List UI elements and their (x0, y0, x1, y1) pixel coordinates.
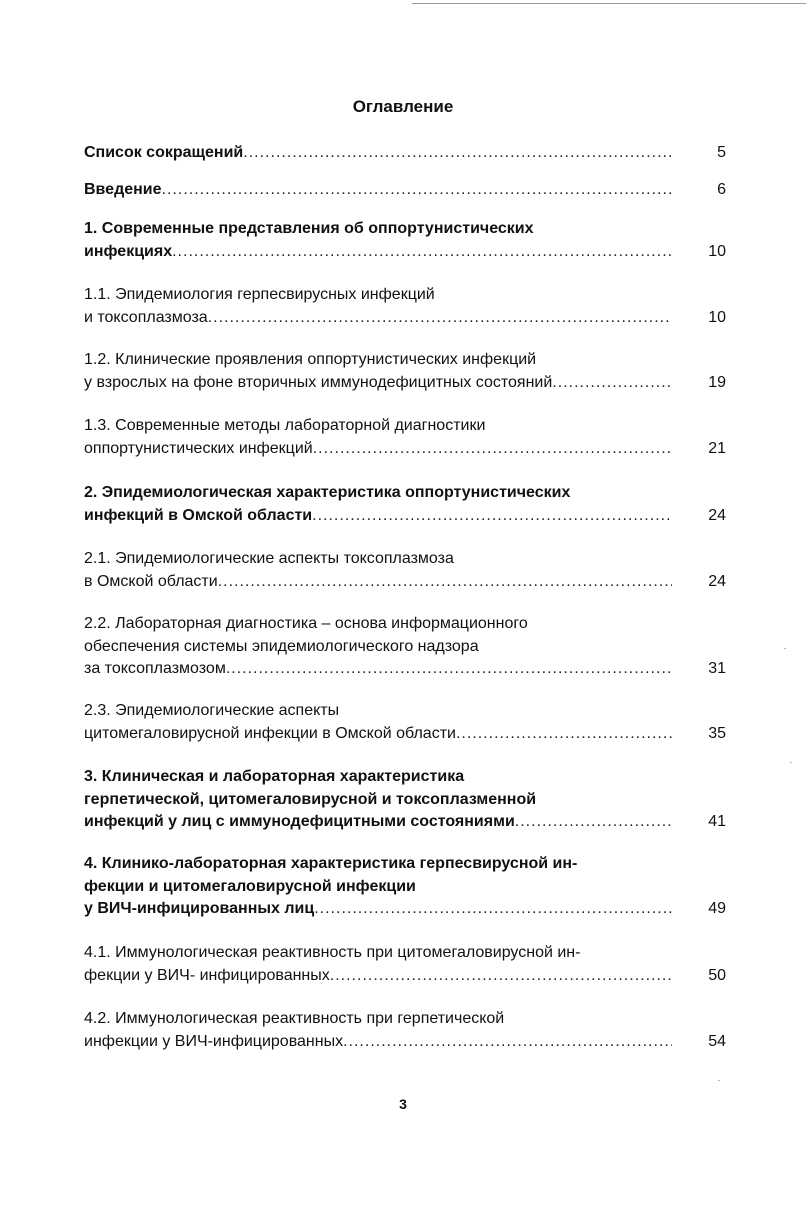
toc-page-number: 35 (708, 724, 726, 742)
toc-entry[interactable] (84, 179, 726, 202)
toc-entry-text: в Омской области (84, 572, 218, 590)
toc-entry-row (84, 965, 726, 988)
toc-entry-row (84, 1031, 726, 1054)
toc-entry-row (84, 505, 726, 528)
toc-page-number: 50 (708, 966, 726, 984)
toc-entry-row (84, 241, 726, 264)
toc-entry-text: у взрослых на фоне вторичных иммунодефицитных состояний (84, 373, 553, 391)
toc-entry-text: 4.2. Иммунологическая реактивность при герпетической (84, 1010, 505, 1027)
toc-entry-text: 1.3. Современные методы лабораторной диагностики (84, 417, 486, 434)
toc-entry-row (84, 438, 726, 461)
toc-heading: Оглавление (352, 97, 454, 116)
toc-page-number: 54 (708, 1032, 726, 1050)
toc-entry-text: 4.1. Иммунологическая реактивность при цитомегаловирусной ин- (84, 944, 581, 961)
dot-leader (330, 965, 672, 988)
dot-leader (314, 898, 672, 921)
toc-entry-text: обеспечения системы эпидемиологического надзора (84, 637, 479, 655)
toc-entry-row (84, 372, 726, 395)
toc-entry-row (84, 658, 726, 681)
toc-entry-text: инфекциях (84, 242, 173, 260)
dot-leader (226, 658, 672, 681)
toc-entry-text: 1. Современные представления об оппортунистических (84, 220, 534, 237)
toc-entry-row (84, 571, 726, 594)
toc-entry-row (84, 179, 726, 202)
toc-entry-text: фекции у ВИЧ- инфицированных (84, 966, 330, 984)
toc-entry-text: 1.2. Клинические проявления оппортунистических инфекций (84, 351, 537, 368)
toc-entry-row (84, 142, 726, 165)
toc-entry-text: 2.2. Лабораторная диагностика – основа информационного (84, 615, 528, 632)
toc-entry-text: у ВИЧ-инфицированных лиц (84, 900, 315, 917)
scan-speck (790, 762, 792, 763)
toc-page-number: 6 (717, 181, 726, 198)
toc-entry[interactable] (84, 766, 726, 834)
toc-entry-text: цитомегаловирусной инфекции в Омской области (84, 724, 456, 742)
toc-entry-text: Список сокращений (84, 144, 244, 161)
toc-entry-row (84, 898, 726, 921)
toc-page-number: 21 (708, 439, 726, 457)
toc-page-number: 24 (708, 506, 726, 524)
dot-leader (312, 505, 672, 528)
toc-entry-text: инфекций в Омской области (84, 506, 313, 524)
dot-leader (313, 438, 672, 461)
toc-entry[interactable] (84, 482, 726, 527)
toc-entry-row (84, 307, 726, 330)
toc-entry[interactable] (84, 284, 726, 329)
scan-edge-line (412, 3, 806, 4)
toc-entry-row (84, 811, 726, 834)
dot-leader (552, 372, 672, 395)
toc-entry-text: Введение (84, 181, 162, 198)
dot-leader (162, 179, 672, 202)
toc-entry-text: фекции и цитомегаловирусной инфекции (84, 877, 416, 895)
dot-leader (218, 571, 672, 594)
toc-page-number: 10 (708, 242, 726, 260)
toc-entry[interactable] (84, 942, 726, 987)
dot-leader (343, 1031, 672, 1054)
dot-leader (172, 241, 672, 264)
toc-entry-text: 2. Эпидемиологическая характеристика оппортунистических (84, 484, 571, 501)
toc-entry-text: 1.1. Эпидемиология герпесвирусных инфекций (84, 286, 435, 303)
toc-entry[interactable] (84, 218, 726, 263)
scan-speck (784, 648, 786, 649)
toc-entry[interactable] (84, 853, 726, 921)
toc-entry[interactable] (84, 613, 726, 681)
toc-entry[interactable] (84, 415, 726, 460)
dot-leader (515, 811, 672, 834)
toc-entry[interactable] (84, 700, 726, 745)
toc-entry[interactable] (84, 548, 726, 593)
toc-entry-text: герпетической, цитомегаловирусной и токсоплазменной (84, 790, 537, 808)
toc-page-number: 19 (708, 373, 726, 391)
scan-speck (718, 1080, 720, 1081)
toc-entry-text: 2.1. Эпидемиологические аспекты токсоплазмоза (84, 550, 454, 567)
toc-entry-text: 3. Клиническая и лабораторная характеристика (84, 768, 465, 785)
toc-page-number: 10 (708, 308, 726, 326)
page-number: 3 (399, 1096, 407, 1112)
toc-entry[interactable] (84, 349, 726, 394)
toc-page-number: 49 (708, 900, 726, 917)
toc-entry-text: и токсоплазмоза (84, 308, 208, 326)
toc-entry-text: 2.3. Эпидемиологические аспекты (84, 702, 340, 719)
toc-entry-text: оппортунистических инфекций (84, 439, 313, 457)
toc-page-number: 5 (717, 144, 726, 161)
toc-entry-text: инфекций у лиц с иммунодефицитными состояниями (84, 813, 515, 830)
toc-page-number: 41 (708, 813, 726, 830)
dot-leader (456, 723, 672, 746)
dot-leader (243, 142, 672, 165)
toc-entry-row (84, 723, 726, 746)
dot-leader (208, 307, 672, 330)
toc-page-number: 31 (708, 660, 726, 677)
toc-entry-text: инфекции у ВИЧ-инфицированных (84, 1032, 344, 1050)
toc-entry-text: за токсоплазмозом (84, 660, 226, 677)
toc-entry[interactable] (84, 142, 726, 165)
toc-entry-text: 4. Клинико-лабораторная характеристика герпесвирусной ин- (84, 855, 578, 872)
toc-page-number: 24 (708, 572, 726, 590)
toc-entry[interactable] (84, 1008, 726, 1053)
